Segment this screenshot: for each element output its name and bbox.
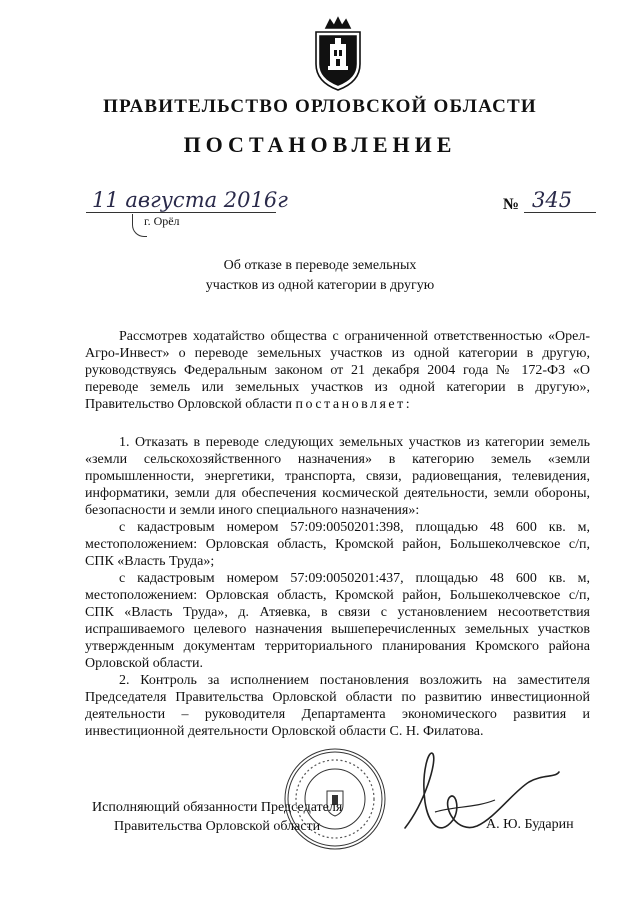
preamble-text: Рассмотрев ходатайство общества с ограниченной ответственностью «Орел-Агро-Инвест» о переводе земельных участков из одной категории в другую, руководствуясь Федеральным законом от 21 декабря 2004 года № 172-ФЗ «О переводе земель или земельных участков из одной категории в другую», Правительство Орловской области	[85, 329, 590, 412]
city-name: г. Орёл	[144, 214, 180, 228]
handwritten-date: 11 августа 2016г	[92, 188, 288, 212]
number-underline	[524, 212, 596, 213]
handwritten-signature-icon	[395, 742, 565, 852]
parcel-1: с кадастровым номером 57:09:0050201:398, площадью 48 600 кв. м, местоположением: Орловская область, Кромской район, Большеколчевское с/п, СПК «Власть Труда»;	[85, 520, 590, 569]
preamble-paragraph	[85, 328, 590, 413]
decision-word: постановляет:	[295, 397, 413, 412]
document-subject	[0, 256, 640, 296]
parcel-2: с кадастровым номером 57:09:0050201:437, площадью 48 600 кв. м, местоположением: Орловская область, Кромской район, Большеколчевское с/п, СПК «Власть Труда», д. Атяевка, в связи с установлением несоответствия испрашиваемого целевого назначения вышеперечисленных земельных участков утвержденным документам территориального планирования Кромского района Орловской области.	[85, 571, 590, 671]
signer-name: А. Ю. Бударин	[486, 817, 574, 832]
government-title: ПРАВИТЕЛЬСТВО ОРЛОВСКОЙ ОБЛАСТИ	[103, 96, 537, 117]
clause-2: 2. Контроль за исполнением постановления возложить на заместителя Председателя Правительства Орловской области по развитию инвестиционной деятельности – руководителя Департамента экономического развития и инвестиционной деятельности Орловской области С. Н. Филатова.	[85, 673, 590, 739]
coat-of-arms-icon	[306, 14, 370, 94]
clause-1: 1. Отказать в переводе следующих земельных участков из категории земель «земли сельскохозяйственного назначения» в категорию земель «земли промышленности, энергетики, транспорта, связи, радиовещания, телевидения, информатики, земли для обеспечения космической деятельности, земли обороны, безопасности и земли иного специального назначения»:	[85, 435, 590, 518]
document-type-title: ПОСТАНОВЛЕНИЕ	[183, 132, 457, 157]
position-line-2: Правительства Орловской области	[114, 819, 321, 834]
handwritten-number: 345	[532, 188, 573, 212]
date-underline	[86, 212, 276, 213]
number-label: №	[503, 196, 520, 213]
subject-line-1: Об отказе в переводе земельных	[223, 258, 417, 273]
position-line-1: Исполняющий обязанности Председателя	[92, 800, 343, 815]
signatory-position	[92, 798, 342, 836]
resolution-body	[85, 434, 590, 740]
subject-line-2: участков из одной категории в другую	[205, 278, 435, 293]
